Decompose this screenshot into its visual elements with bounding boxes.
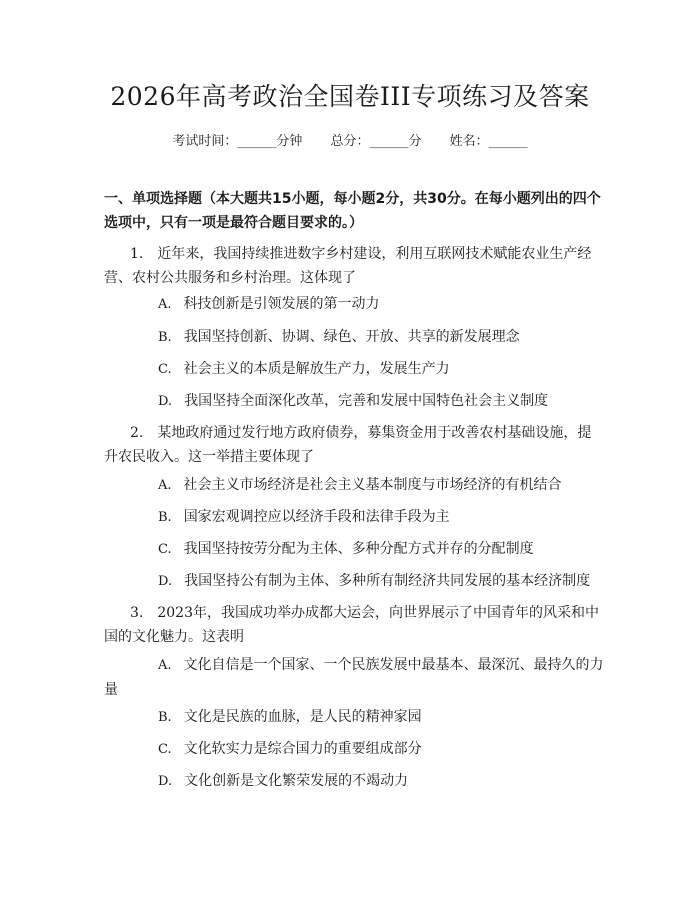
option-text: 国家宏观调控应以经济手段和法律手段为主 [183, 509, 450, 525]
question-stem: 近年来，我国持续推进数字乡村建设，利用互联网技术赋能农业生产经营、农村公共服务和乡村治理。这体现了 [104, 246, 592, 286]
option-text: 文化创新是文化繁荣发展的不竭动力 [184, 773, 409, 789]
question-number: 2. [130, 425, 144, 441]
option-letter: B. [158, 330, 172, 345]
question-number: 3. [130, 605, 144, 621]
option-text: 文化是民族的血脉，是人民的精神家园 [183, 709, 422, 725]
option-text: 文化自信是一个国家、一个民族发展中最基本、最深沉、最持久的力量 [104, 657, 604, 698]
option-letter: C. [158, 362, 172, 377]
question-2 [104, 421, 604, 469]
question-3-option-d[interactable] [104, 769, 604, 794]
exam-time-field: 考试时间：______分钟 [172, 134, 303, 149]
option-text: 文化软实力是综合国力的重要组成部分 [183, 741, 422, 757]
question-1-option-d[interactable] [104, 389, 604, 414]
question-3-option-a[interactable] [104, 653, 604, 702]
question-2-option-c[interactable] [104, 537, 604, 562]
total-score-field: 总分：______分 [330, 134, 422, 149]
option-text: 科技创新是引领发展的第一动力 [183, 296, 380, 312]
option-letter: B. [158, 510, 172, 525]
option-letter: D. [158, 774, 173, 789]
option-text: 我国坚持创新、协调、绿色、开放、共享的新发展理念 [183, 329, 520, 345]
option-text: 我国坚持公有制为主体、多种所有制经济共同发展的基本经济制度 [184, 573, 591, 589]
option-letter: C. [158, 542, 172, 557]
question-1-option-c[interactable] [104, 357, 604, 382]
exam-meta [0, 132, 700, 152]
option-text: 我国坚持按劳分配为主体、多种分配方式并存的分配制度 [183, 541, 534, 557]
question-2-option-a[interactable] [104, 473, 604, 498]
student-name-field: 姓名：______ [449, 134, 528, 149]
option-text: 社会主义的本质是解放生产力，发展生产力 [183, 361, 450, 377]
question-stem: 某地政府通过发行地方政府债券，募集资金用于改善农村基础设施，提升农民收入。这一举措主要体现了 [104, 425, 592, 465]
option-letter: A. [158, 658, 172, 673]
section-heading: 一、单项选择题（本大题共15小题，每小题2分，共30分。在每小题列出的四个选项中，只有一项是最符合题目要求的。） [104, 191, 601, 231]
option-letter: D. [158, 574, 173, 589]
option-text: 我国坚持全面深化改革，完善和发展中国特色社会主义制度 [184, 393, 549, 409]
question-1 [104, 242, 604, 290]
question-1-option-a[interactable] [104, 292, 604, 317]
question-2-option-d[interactable] [104, 569, 604, 594]
question-3 [104, 601, 604, 649]
option-text: 社会主义市场经济是社会主义基本制度与市场经济的有机结合 [183, 477, 562, 493]
option-letter: C. [158, 742, 172, 757]
option-letter: B. [158, 710, 172, 725]
page-title: 2026年高考政治全国卷III专项练习及答案 [110, 82, 590, 111]
option-letter: D. [158, 394, 173, 409]
option-letter: A. [158, 478, 172, 493]
question-stem: 2023年，我国成功举办成都大运会，向世界展示了中国青年的风采和中国的文化魅力。这表明 [104, 605, 599, 645]
question-3-option-c[interactable] [104, 737, 604, 762]
question-2-option-b[interactable] [104, 505, 604, 530]
option-letter: A. [158, 297, 172, 312]
question-number: 1. [130, 246, 144, 262]
question-1-option-b[interactable] [104, 325, 604, 350]
question-3-option-b[interactable] [104, 705, 604, 730]
